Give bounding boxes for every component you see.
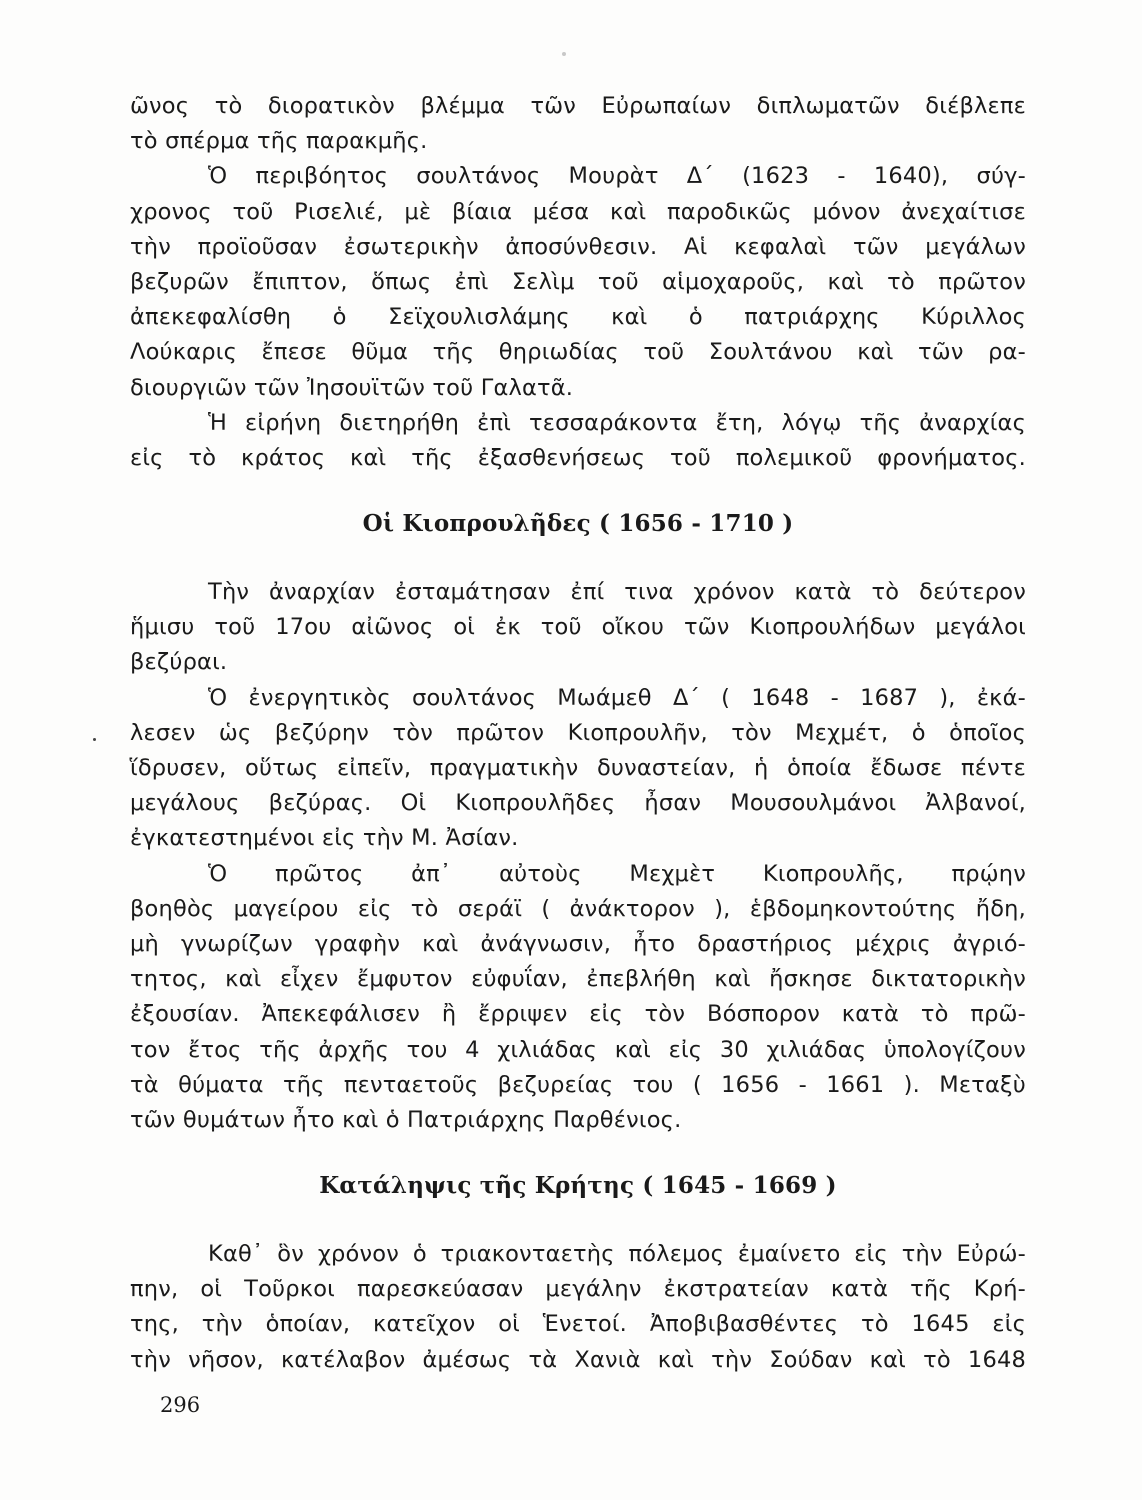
text-line: ἐγκατεστημένοι εἰς τὴν Μ. Ἀσίαν.	[130, 825, 519, 852]
text-line: τὴν νῆσον, κατέλαβον ἀμέσως τὰ Χανιὰ καὶ τὴν Σούδαν καὶ τὸ 1648	[130, 1346, 1026, 1373]
text-line: Ὁ περιβόητος σουλτάνος Μουρὰτ Δ΄ (1623 - 1640), σύγ-	[208, 163, 1026, 190]
section-heading-kioproulides	[130, 506, 1026, 541]
paragraph-block-1	[130, 89, 1026, 476]
text-line: ἐξουσίαν. Ἀπεκεφάλισεν ἢ ἔρριψεν εἰς τὸν Βόσπορον κατὰ τὸ πρῶ-	[130, 1001, 1026, 1028]
text-line: Ἡ εἰρήνη διετηρήθη ἐπὶ τεσσαράκοντα ἔτη, λόγῳ τῆς ἀναρχίας	[208, 409, 1026, 436]
text-line: χρονος τοῦ Ρισελιέ, μὲ βίαια μέσα καὶ παροδικῶς μόνον ἀνεχαίτισε	[130, 198, 1026, 225]
text-line: ἀπεκεφαλίσθη ὁ Σεϊχουλισλάμης καὶ ὁ πατριάρχης Κύριλλος	[130, 304, 1026, 331]
text-line: Ὁ ἐνεργητικὸς σουλτάνος Μωάμεθ Δ΄ ( 1648 - 1687 ), ἐκά-	[208, 684, 1026, 711]
margin-speck	[93, 738, 96, 741]
text-line: μεγάλους βεζύρας. Οἱ Κιοπρουλῆδες ἦσαν Μουσουλμάνοι Ἀλβανοί,	[130, 790, 1026, 817]
text-line: τῶν θυμάτων ἦτο καὶ ὁ Πατριάρχης Παρθένιος.	[130, 1107, 682, 1134]
text-line: τὴν προϊοῦσαν ἐσωτερικὴν ἀποσύνθεσιν. Αἱ κεφαλαὶ τῶν μεγάλων	[130, 233, 1026, 260]
text-line: τητος, καὶ εἶχεν ἔμφυτον εὐφυΐαν, ἐπεβλήθη καὶ ἤσκησε δικτατορικὴν	[130, 966, 1026, 993]
paragraph-block-3	[130, 1237, 1026, 1378]
text-line: βοηθὸς μαγείρου εἰς τὸ σεράϊ ( ἀνάκτορον ), ἑβδομηκοντούτης ἤδη,	[130, 895, 1026, 922]
text-line: ἵδρυσεν, οὕτως εἰπεῖν, πραγματικὴν δυναστείαν, ἡ ὁποία ἔδωσε πέντε	[130, 755, 1026, 782]
section-heading-crete	[130, 1168, 1026, 1203]
paragraph-block-2	[130, 575, 1026, 1138]
text-line: πην, οἱ Τοῦρκοι παρεσκεύασαν μεγάλην ἐκστρατείαν κατὰ τῆς Κρή-	[130, 1276, 1026, 1303]
section-title: Κατάληψις τῆς Κρήτης ( 1645 - 1669 )	[319, 1172, 837, 1199]
text-line: Τὴν ἀναρχίαν ἐσταμάτησαν ἐπί τινα χρόνον κατὰ τὸ δεύτερον	[208, 579, 1026, 605]
text-line: ἥμισυ τοῦ 17ου αἰῶνος οἱ ἐκ τοῦ οἴκου τῶν Κιοπρουλήδων μεγάλοι	[130, 614, 1026, 641]
text-line: εἰς τὸ κράτος καὶ τῆς ἐξασθενήσεως τοῦ πολεμικοῦ φρονήματος.	[130, 445, 1026, 472]
text-line: τὰ θύματα τῆς πενταετοῦς βεζυρείας του ( 1656 - 1661 ). Μεταξὺ	[130, 1071, 1026, 1098]
text-line: λεσεν ὡς βεζύρην τὸν πρῶτον Κιοπρουλῆν, τὸν Μεχμέτ, ὁ ὁποῖος	[130, 719, 1026, 746]
page-number: 296	[160, 1393, 201, 1417]
text-line: Καθ᾿ ὃν χρόνον ὁ τριακονταετὴς πόλεμος ἐμαίνετο εἰς τὴν Εὐρώ-	[208, 1241, 1026, 1267]
text-line: της, τὴν ὁποίαν, κατεῖχον οἱ Ἑνετοί. Ἀποβιβασθέντες τὸ 1645 εἰς	[130, 1311, 1026, 1338]
section-title: Οἱ Κιοπρουλῆδες ( 1656 - 1710 )	[362, 510, 794, 537]
text-line: διουργιῶν τῶν Ἰησουϊτῶν τοῦ Γαλατᾶ.	[130, 374, 574, 401]
text-line: τον ἔτος τῆς ἀρχῆς του 4 χιλιάδας καὶ εἰς 30 χιλιάδας ὑπολογίζουν	[130, 1036, 1026, 1063]
scan-speck	[562, 52, 566, 56]
text-line: μὴ γνωρίζων γραφὴν καὶ ἀνάγνωσιν, ἦτο δραστήριος μέχρις ἀγριό-	[130, 931, 1026, 958]
text-line: Λούκαρις ἔπεσε θῦμα τῆς θηριωδίας τοῦ Σουλτάνου καὶ τῶν ρα-	[130, 339, 1026, 366]
text-line: Ὁ πρῶτος ἀπ᾿ αὐτοὺς Μεχμὲτ Κιοπρουλῆς, πρῴην	[208, 860, 1026, 887]
text-line: βεζύραι.	[130, 649, 228, 676]
text-line: τὸ σπέρμα τῆς παρακμῆς.	[130, 128, 428, 155]
text-line: βεζυρῶν ἔπιπτον, ὅπως ἐπὶ Σελὶμ τοῦ αἱμοχαροῦς, καὶ τὸ πρῶτον	[130, 269, 1026, 296]
text-line: ῶνος τὸ διορατικὸν βλέμμα τῶν Εὐρωπαίων διπλωματῶν διέβλεπε	[130, 93, 1026, 119]
